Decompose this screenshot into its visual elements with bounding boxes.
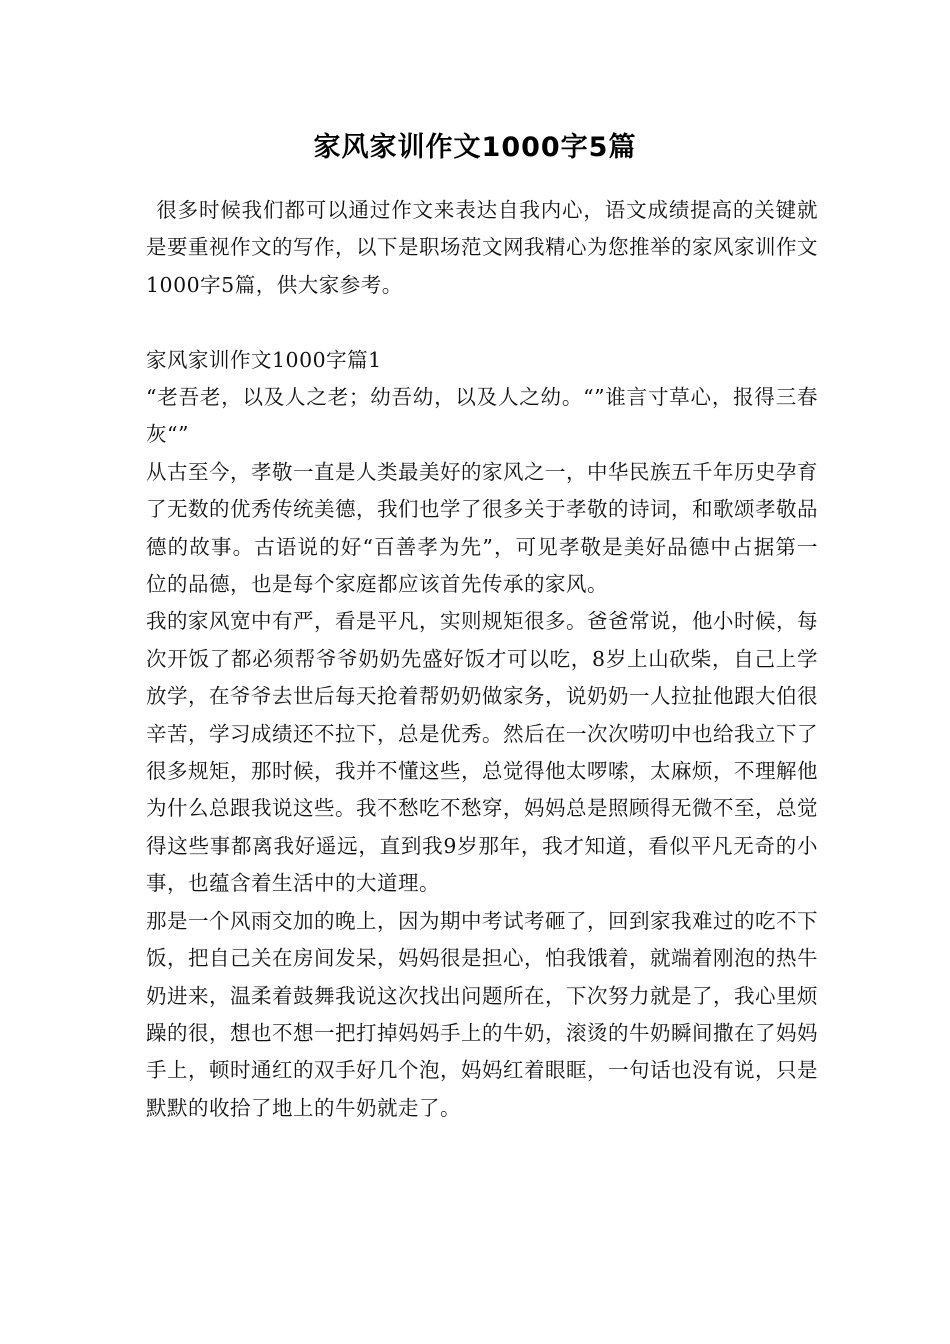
intro-paragraph: 很多时候我们都可以通过作文来表达自我内心，语文成绩提高的关键就是要重视作文的写作，以下是职场范文网我精心为您推举的家风家训作文1000字5篇，供大家参考。 [146,198,818,297]
section-heading: 家风家训作文1000字篇1 [146,347,382,372]
quote-paragraph: “老吾老，以及人之老；幼吾幼，以及人之幼。“”谁言寸草心，报得三春灰“” [146,385,818,447]
document-title: 家风家训作文1000字5篇 [313,132,637,163]
body-paragraph: 从古至今，孝敬一直是人类最美好的家风之一，中华民族五千年历史孕育了无数的优秀传统美德，我们也学了很多关于孝敬的诗词，和歌颂孝敬品德的故事。古语说的好“百善孝为先”，可见孝敬是美好品德中占据第一位的品德，也是每个家庭都应该首先传承的家风。 [146,459,818,597]
paragraph-spacer [146,304,818,341]
document-body [146,192,818,1127]
body-paragraph: 我的家风宽中有严，看是平凡，实则规矩很多。爸爸常说，他小时候，每次开饭了都必须帮爷爷奶奶先盛好饭才可以吃，8岁上山砍柴，自己上学放学，在爷爷去世后每天抢着帮奶奶做家务，说奶奶一人拉扯他跟大伯很辛苦，学习成绩还不拉下，总是优秀。然后在一次次唠叨中也给我立下了很多规矩，那时候，我并不懂这些，总觉得他太啰嗦，太麻烦，不理解他为什么总跟我说这些。我不愁吃不愁穿，妈妈总是照顾得无微不至，总觉得这些事都离我好遥远，直到我9岁那年，我才知道，看似平凡无奇的小事，也蕴含着生活中的大道理。 [146,609,818,896]
body-paragraph: 那是一个风雨交加的晚上，因为期中考试考砸了，回到家我难过的吃不下饭，把自己关在房间发呆，妈妈很是担心，怕我饿着，就端着刚泡的热牛奶进来，温柔着鼓舞我说这次找出问题所在，下次努力就是了，我心里烦躁的很，想也不想一把打掉妈妈手上的牛奶，滚烫的牛奶瞬间撒在了妈妈手上，顿时通红的双手好几个泡，妈妈红着眼眶，一句话也没有说，只是默默的收拾了地上的牛奶就走了。 [146,908,818,1120]
